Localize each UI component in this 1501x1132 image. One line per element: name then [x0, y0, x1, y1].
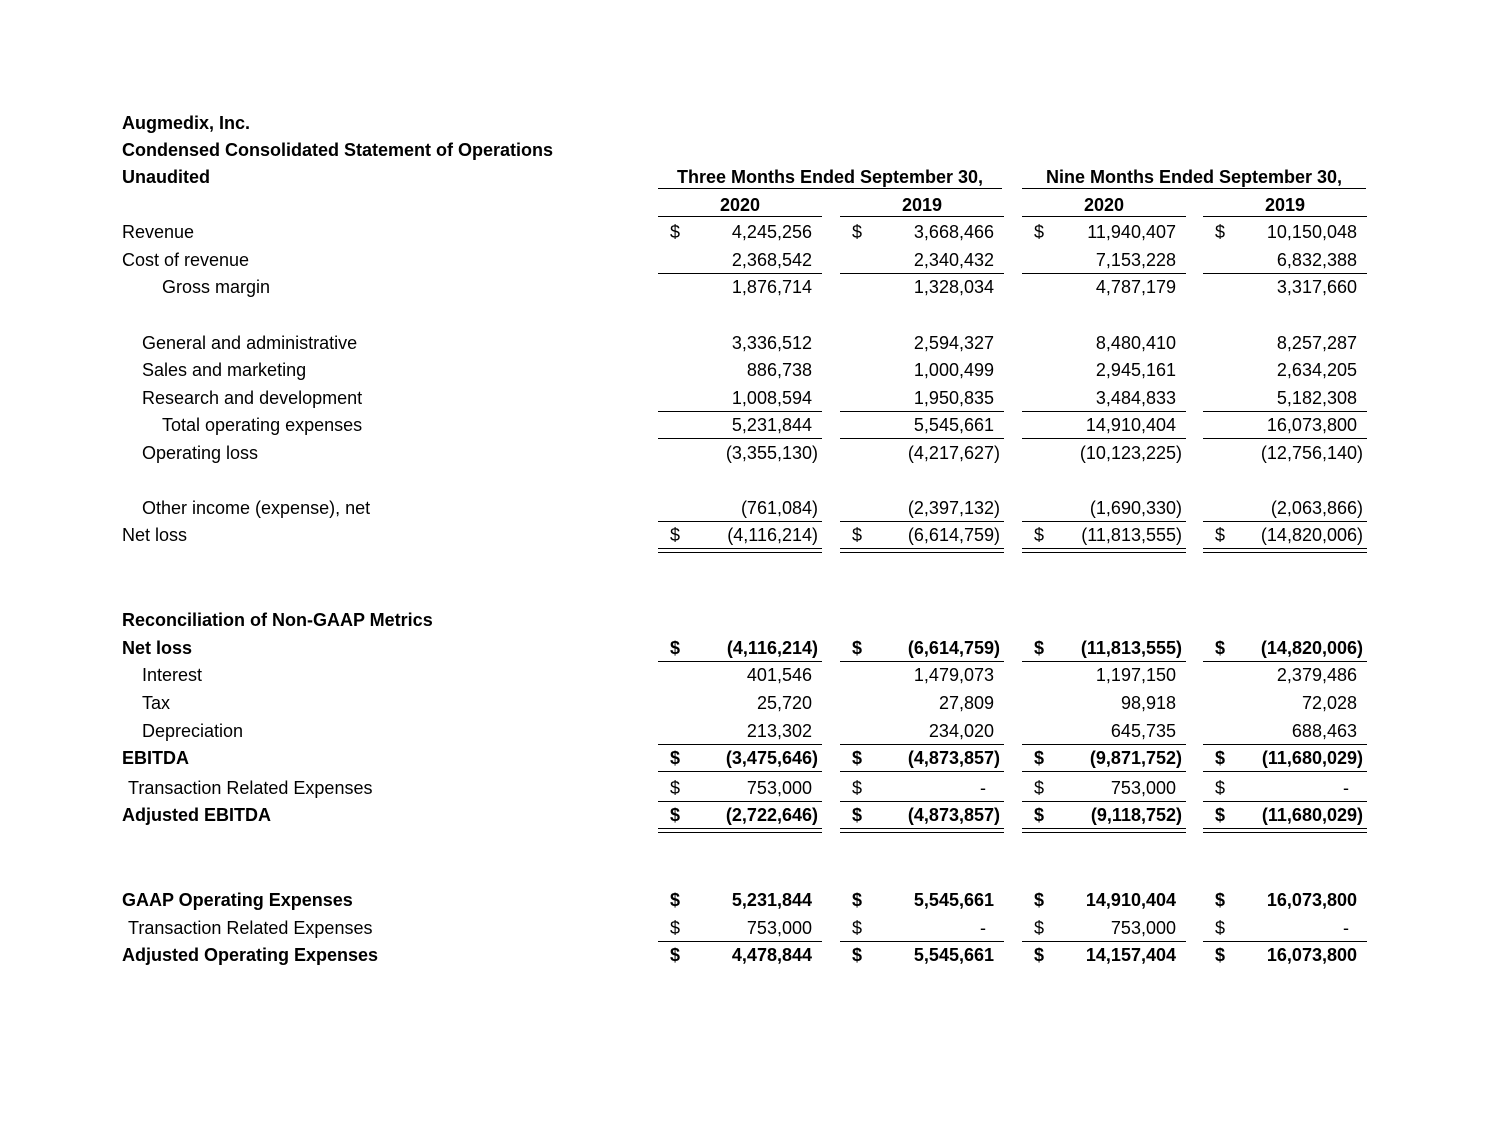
gross-margin-value: 1,876,714 [731, 277, 812, 297]
other-income-expense-value: (1,690,330) [1089, 498, 1182, 518]
research-and-development-label: Research and development [142, 388, 363, 408]
company-name: Augmedix, Inc. [122, 113, 251, 133]
year-header: 2020 [1083, 195, 1125, 215]
currency-symbol: $ [670, 778, 681, 798]
currency-symbol: $ [852, 525, 863, 545]
recon-net-loss-value: (4,116,214) [726, 638, 818, 658]
currency-symbol: $ [1215, 805, 1226, 825]
currency-symbol: $ [670, 638, 681, 658]
recon-net-loss-label: Net loss [122, 638, 193, 658]
gaap-operating-expenses-value: 14,910,404 [1085, 890, 1176, 910]
recon-ebitda-label: EBITDA [122, 748, 189, 768]
opex-transaction-expenses-value: - [1343, 918, 1349, 938]
single-underline [658, 771, 822, 772]
general-and-administrative-value: 8,257,287 [1276, 333, 1357, 353]
year-header: 2019 [901, 195, 943, 215]
net-loss-value: (4,116,214) [727, 525, 818, 545]
currency-symbol: $ [670, 805, 681, 825]
currency-symbol: $ [1215, 890, 1226, 910]
header-nine-months: Nine Months Ended September 30, [1045, 167, 1343, 187]
currency-symbol: $ [1034, 890, 1045, 910]
reconciliation-title: Reconciliation of Non-GAAP Metrics [122, 610, 433, 630]
recon-ebitda-value: (9,871,752) [1089, 748, 1182, 768]
single-underline [840, 661, 1004, 662]
recon-adjusted-ebitda-value: (11,680,029) [1261, 805, 1363, 825]
currency-symbol: $ [1215, 222, 1226, 242]
double-underline [1022, 828, 1186, 833]
revenue-value: 4,245,256 [731, 222, 812, 242]
operating-loss-value: (10,123,225) [1079, 443, 1182, 463]
opex-transaction-expenses-value: 753,000 [1110, 918, 1176, 938]
cost-of-revenue-value: 7,153,228 [1095, 250, 1176, 270]
recon-net-loss-value: (11,813,555) [1080, 638, 1182, 658]
currency-symbol: $ [1034, 222, 1045, 242]
operating-loss-value: (3,355,130) [725, 443, 818, 463]
currency-symbol: $ [1034, 945, 1045, 965]
single-underline [658, 941, 822, 942]
single-underline [1203, 744, 1367, 745]
recon-depreciation-value: 234,020 [928, 721, 994, 741]
sales-and-marketing-value: 886,738 [746, 360, 812, 380]
single-underline [1022, 801, 1186, 802]
single-underline [1022, 941, 1186, 942]
opex-transaction-expenses-value: 753,000 [746, 918, 812, 938]
single-underline [1203, 438, 1367, 439]
currency-symbol: $ [670, 890, 681, 910]
single-underline [1203, 801, 1367, 802]
single-underline [1203, 941, 1367, 942]
recon-transaction-expenses-value: 753,000 [746, 778, 812, 798]
cost-of-revenue-value: 2,340,432 [913, 250, 994, 270]
single-underline [840, 438, 1004, 439]
single-underline [1022, 411, 1186, 412]
currency-symbol: $ [852, 222, 863, 242]
double-underline [1203, 548, 1367, 553]
recon-adjusted-ebitda-label: Adjusted EBITDA [122, 805, 272, 825]
adjusted-operating-expenses-label: Adjusted Operating Expenses [122, 945, 379, 965]
single-underline [1022, 521, 1186, 522]
single-underline [658, 661, 822, 662]
double-underline [840, 828, 1004, 833]
header-underline [658, 188, 1002, 189]
recon-transaction-expenses-value: 753,000 [1110, 778, 1176, 798]
adjusted-operating-expenses-value: 4,478,844 [731, 945, 812, 965]
single-underline [658, 411, 822, 412]
research-and-development-value: 3,484,833 [1095, 388, 1176, 408]
currency-symbol: $ [670, 945, 681, 965]
net-loss-value: (6,614,759) [907, 525, 1000, 545]
single-underline [840, 744, 1004, 745]
general-and-administrative-label: General and administrative [142, 333, 358, 353]
other-income-expense-value: (761,084) [740, 498, 818, 518]
double-underline [840, 548, 1004, 553]
total-operating-expenses-value: 16,073,800 [1266, 415, 1357, 435]
currency-symbol: $ [1034, 525, 1045, 545]
recon-ebitda-value: (11,680,029) [1261, 748, 1363, 768]
header-three-months: Three Months Ended September 30, [676, 167, 984, 187]
single-underline [1203, 661, 1367, 662]
total-operating-expenses-label: Total operating expenses [162, 415, 363, 435]
net-loss-value: (14,820,006) [1260, 525, 1363, 545]
single-underline [658, 273, 822, 274]
currency-symbol: $ [852, 778, 863, 798]
recon-tax-value: 72,028 [1301, 693, 1357, 713]
recon-net-loss-value: (6,614,759) [907, 638, 1000, 658]
single-underline [840, 521, 1004, 522]
currency-symbol: $ [1034, 638, 1045, 658]
double-underline [658, 548, 822, 553]
adjusted-operating-expenses-value: 14,157,404 [1085, 945, 1176, 965]
currency-symbol: $ [1215, 525, 1226, 545]
year-underline [1022, 216, 1186, 217]
recon-depreciation-value: 213,302 [746, 721, 812, 741]
recon-adjusted-ebitda-value: (9,118,752) [1090, 805, 1182, 825]
revenue-value: 10,150,048 [1266, 222, 1357, 242]
currency-symbol: $ [670, 918, 681, 938]
currency-symbol: $ [852, 638, 863, 658]
currency-symbol: $ [852, 890, 863, 910]
recon-tax-value: 98,918 [1120, 693, 1176, 713]
recon-ebitda-value: (4,873,857) [907, 748, 1000, 768]
currency-symbol: $ [670, 748, 681, 768]
other-income-expense-label: Other income (expense), net [142, 498, 371, 518]
recon-transaction-expenses-value: - [1343, 778, 1349, 798]
currency-symbol: $ [670, 222, 681, 242]
gaap-operating-expenses-value: 5,545,661 [913, 890, 994, 910]
cost-of-revenue-label: Cost of revenue [122, 250, 250, 270]
adjusted-operating-expenses-value: 5,545,661 [913, 945, 994, 965]
single-underline [1022, 438, 1186, 439]
recon-tax-value: 27,809 [938, 693, 994, 713]
recon-transaction-expenses-label: Transaction Related Expenses [128, 778, 373, 798]
adjusted-operating-expenses-value: 16,073,800 [1266, 945, 1357, 965]
sales-and-marketing-value: 2,945,161 [1095, 360, 1176, 380]
gross-margin-label: Gross margin [162, 277, 271, 297]
revenue-label: Revenue [122, 222, 195, 242]
total-operating-expenses-value: 5,231,844 [731, 415, 812, 435]
recon-interest-value: 1,197,150 [1095, 665, 1176, 685]
gross-margin-value: 3,317,660 [1276, 277, 1357, 297]
recon-depreciation-value: 645,735 [1110, 721, 1176, 741]
operating-loss-value: (4,217,627) [907, 443, 1000, 463]
single-underline [658, 744, 822, 745]
single-underline [658, 801, 822, 802]
research-and-development-value: 1,950,835 [913, 388, 994, 408]
year-underline [840, 216, 1004, 217]
currency-symbol: $ [1215, 748, 1226, 768]
single-underline [1022, 744, 1186, 745]
unaudited-label: Unaudited [122, 167, 210, 187]
general-and-administrative-value: 2,594,327 [913, 333, 994, 353]
double-underline [1022, 548, 1186, 553]
operating-loss-label: Operating loss [142, 443, 259, 463]
currency-symbol: $ [1215, 918, 1226, 938]
recon-interest-label: Interest [142, 665, 203, 685]
single-underline [1203, 521, 1367, 522]
research-and-development-value: 1,008,594 [731, 388, 812, 408]
recon-interest-value: 2,379,486 [1276, 665, 1357, 685]
other-income-expense-value: (2,063,866) [1270, 498, 1363, 518]
currency-symbol: $ [1215, 945, 1226, 965]
currency-symbol: $ [852, 805, 863, 825]
single-underline [1022, 771, 1186, 772]
year-header: 2020 [719, 195, 761, 215]
year-header: 2019 [1264, 195, 1306, 215]
gross-margin-value: 1,328,034 [913, 277, 994, 297]
recon-depreciation-value: 688,463 [1291, 721, 1357, 741]
cost-of-revenue-value: 6,832,388 [1276, 250, 1357, 270]
single-underline [1203, 273, 1367, 274]
single-underline [1203, 411, 1367, 412]
year-underline [658, 216, 822, 217]
currency-symbol: $ [1034, 778, 1045, 798]
single-underline [840, 273, 1004, 274]
general-and-administrative-value: 8,480,410 [1095, 333, 1176, 353]
currency-symbol: $ [852, 748, 863, 768]
double-underline [1203, 828, 1367, 833]
currency-symbol: $ [852, 945, 863, 965]
net-loss-value: (11,813,555) [1081, 525, 1182, 545]
other-income-expense-value: (2,397,132) [907, 498, 1000, 518]
recon-interest-value: 1,479,073 [913, 665, 994, 685]
currency-symbol: $ [670, 525, 681, 545]
cost-of-revenue-value: 2,368,542 [731, 250, 812, 270]
gaap-operating-expenses-label: GAAP Operating Expenses [122, 890, 353, 910]
recon-tax-value: 25,720 [756, 693, 812, 713]
recon-net-loss-value: (14,820,006) [1260, 638, 1363, 658]
currency-symbol: $ [1034, 748, 1045, 768]
recon-adjusted-ebitda-value: (4,873,857) [907, 805, 1000, 825]
gross-margin-value: 4,787,179 [1095, 277, 1176, 297]
gaap-operating-expenses-value: 16,073,800 [1266, 890, 1357, 910]
recon-adjusted-ebitda-value: (2,722,646) [725, 805, 818, 825]
recon-ebitda-value: (3,475,646) [725, 748, 818, 768]
revenue-value: 3,668,466 [913, 222, 994, 242]
currency-symbol: $ [1034, 918, 1045, 938]
gaap-operating-expenses-value: 5,231,844 [731, 890, 812, 910]
general-and-administrative-value: 3,336,512 [731, 333, 812, 353]
single-underline [658, 438, 822, 439]
double-underline [658, 828, 822, 833]
single-underline [1022, 273, 1186, 274]
year-underline [1203, 216, 1367, 217]
single-underline [1022, 661, 1186, 662]
opex-transaction-expenses-value: - [980, 918, 986, 938]
statement-title: Condensed Consolidated Statement of Operations [122, 140, 554, 160]
opex-transaction-expenses-label: Transaction Related Expenses [128, 918, 373, 938]
recon-depreciation-label: Depreciation [142, 721, 244, 741]
research-and-development-value: 5,182,308 [1276, 388, 1357, 408]
total-operating-expenses-value: 5,545,661 [913, 415, 994, 435]
sales-and-marketing-label: Sales and marketing [142, 360, 307, 380]
net-loss-label: Net loss [122, 525, 188, 545]
sales-and-marketing-value: 2,634,205 [1276, 360, 1357, 380]
sales-and-marketing-value: 1,000,499 [913, 360, 994, 380]
currency-symbol: $ [1215, 638, 1226, 658]
single-underline [840, 941, 1004, 942]
single-underline [658, 521, 822, 522]
currency-symbol: $ [1215, 778, 1226, 798]
currency-symbol: $ [1034, 805, 1045, 825]
recon-tax-label: Tax [142, 693, 171, 713]
single-underline [1203, 771, 1367, 772]
revenue-value: 11,940,407 [1087, 222, 1176, 242]
header-underline [1022, 188, 1366, 189]
recon-transaction-expenses-value: - [980, 778, 986, 798]
total-operating-expenses-value: 14,910,404 [1085, 415, 1176, 435]
single-underline [840, 411, 1004, 412]
recon-interest-value: 401,546 [746, 665, 812, 685]
operating-loss-value: (12,756,140) [1260, 443, 1363, 463]
currency-symbol: $ [852, 918, 863, 938]
single-underline [840, 801, 1004, 802]
single-underline [840, 771, 1004, 772]
